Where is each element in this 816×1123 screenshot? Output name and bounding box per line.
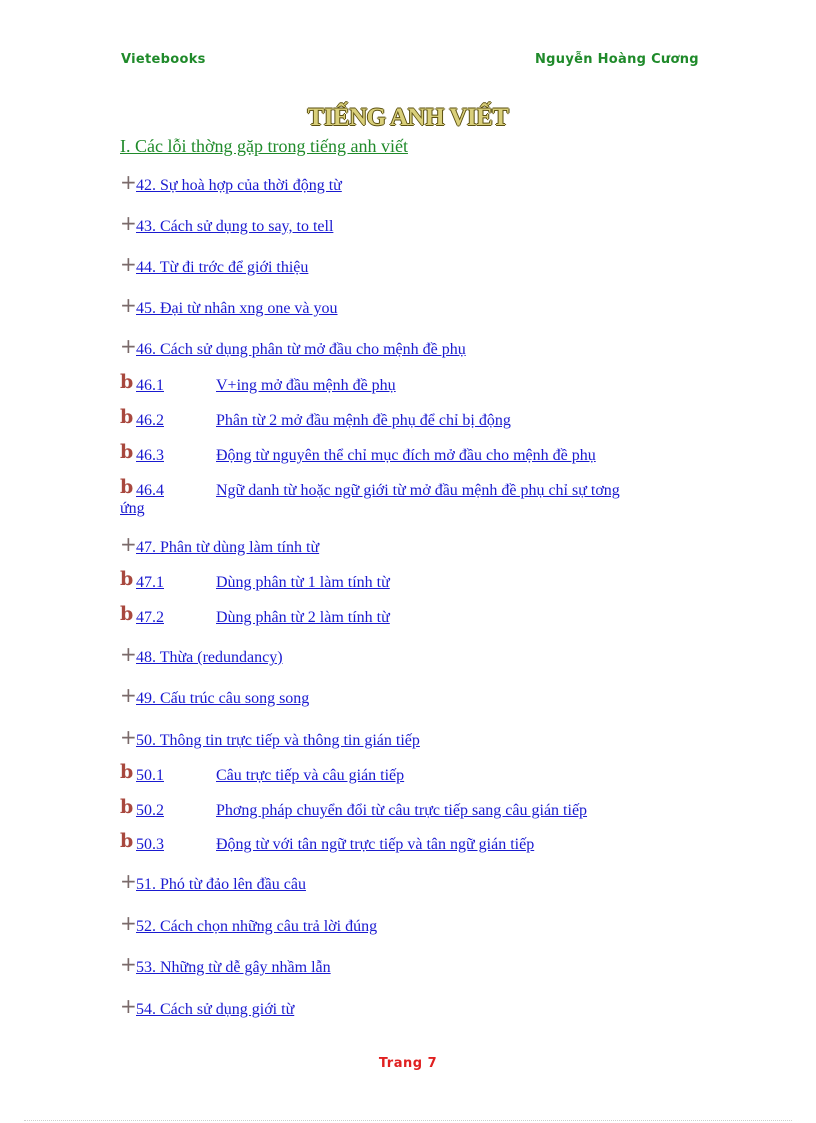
plus-icon: + (120, 725, 137, 749)
toc-subitem-number[interactable]: 46.2 (136, 412, 164, 429)
toc-subitem-continuation[interactable]: ứng (120, 500, 145, 517)
bullet-b-icon: b (120, 761, 134, 783)
plus-icon: + (120, 911, 137, 935)
toc-item-label[interactable]: 44. Từ đi trớc để giới thiệu (136, 259, 309, 276)
plus-icon: + (120, 252, 137, 276)
toc-item-label[interactable]: 46. Cách sử dụng phân từ mở đầu cho mệnh đề phụ (136, 341, 466, 358)
toc-subitem-label[interactable]: Động từ với tân ngữ trực tiếp và tân ngữ gián tiếp (216, 836, 535, 853)
toc-item-label[interactable]: 48. Thừa (redundancy) (136, 649, 283, 666)
plus-icon: + (120, 994, 137, 1018)
toc-item-label[interactable]: 51. Phó từ đảo lên đầu câu (136, 876, 306, 893)
plus-icon: + (120, 334, 137, 358)
toc-subitem-label[interactable]: Dùng phân từ 2 làm tính từ (216, 609, 390, 626)
plus-icon: + (120, 211, 137, 235)
toc-item-label[interactable]: 54. Cách sử dụng giới từ (136, 1001, 295, 1018)
toc-subitem-number[interactable]: 46.4 (136, 482, 164, 499)
plus-icon: + (120, 869, 137, 893)
page-title: TIẾNG ANH VIẾT (307, 104, 509, 131)
toc-subitem-label[interactable]: Động từ nguyên thể chỉ mục đích mở đầu cho mệnh đề phụ (216, 447, 596, 464)
bullet-b-icon: b (120, 476, 134, 498)
toc-subitem-label[interactable]: Phân từ 2 mở đầu mệnh đề phụ để chỉ bị động (216, 412, 511, 429)
page-number: Trang 7 (378, 1056, 438, 1071)
toc-subitem-number[interactable]: 46.3 (136, 447, 164, 464)
toc-subitem-label[interactable]: Dùng phân từ 1 làm tính từ (216, 574, 390, 591)
toc-subitem-label[interactable]: Phơng pháp chuyển đổi từ câu trực tiếp sang câu gián tiếp (216, 802, 588, 819)
bullet-b-icon: b (120, 371, 134, 393)
toc-subitem-number[interactable]: 47.1 (136, 574, 164, 591)
bullet-b-icon: b (120, 796, 134, 818)
toc-item-label[interactable]: 50. Thông tin trực tiếp và thông tin gián tiếp (136, 732, 420, 749)
toc-subitem-number[interactable]: 50.2 (136, 802, 164, 819)
plus-icon: + (120, 532, 137, 556)
header-author: Nguyễn Hoàng Cương (535, 52, 699, 67)
bullet-b-icon: b (120, 406, 134, 428)
toc-item-label[interactable]: 53. Những từ dễ gây nhầm lẫn (136, 959, 331, 976)
toc-item-label[interactable]: 52. Cách chọn những câu trả lời đúng (136, 918, 378, 935)
toc-subitem-number[interactable]: 50.3 (136, 836, 164, 853)
plus-icon: + (120, 642, 137, 666)
toc-item-label[interactable]: 45. Đại từ nhân xng one và you (136, 300, 338, 317)
toc-item-label[interactable]: 49. Cấu trúc câu song song (136, 690, 310, 707)
plus-icon: + (120, 293, 137, 317)
bullet-b-icon: b (120, 568, 134, 590)
toc-item-label[interactable]: 43. Cách sử dụng to say, to tell (136, 218, 334, 235)
bullet-b-icon: b (120, 830, 134, 852)
toc-subitem-number[interactable]: 50.1 (136, 767, 164, 784)
toc-subitem-number[interactable]: 46.1 (136, 377, 164, 394)
toc-subitem-label[interactable]: V+ing mở đầu mệnh đề phụ (216, 377, 396, 394)
toc-subitem-number[interactable]: 47.2 (136, 609, 164, 626)
plus-icon: + (120, 170, 137, 194)
section-heading[interactable]: I. Các lỗi thờng gặp trong tiếng anh viết (120, 136, 408, 156)
toc-item-label[interactable]: 47. Phân từ dùng làm tính từ (136, 539, 320, 556)
bullet-b-icon: b (120, 441, 134, 463)
header-site-name: Vietebooks (121, 52, 206, 67)
bullet-b-icon: b (120, 603, 134, 625)
plus-icon: + (120, 683, 137, 707)
toc-subitem-label[interactable]: Câu trực tiếp và câu gián tiếp (216, 767, 405, 784)
toc-subitem-label[interactable]: Ngữ danh từ hoặc ngữ giới từ mở đầu mệnh đề phụ chỉ sự tơng (216, 482, 620, 499)
plus-icon: + (120, 952, 137, 976)
page-edge-divider (24, 1120, 792, 1121)
toc-item-label[interactable]: 42. Sự hoà hợp của thời động từ (136, 177, 342, 194)
